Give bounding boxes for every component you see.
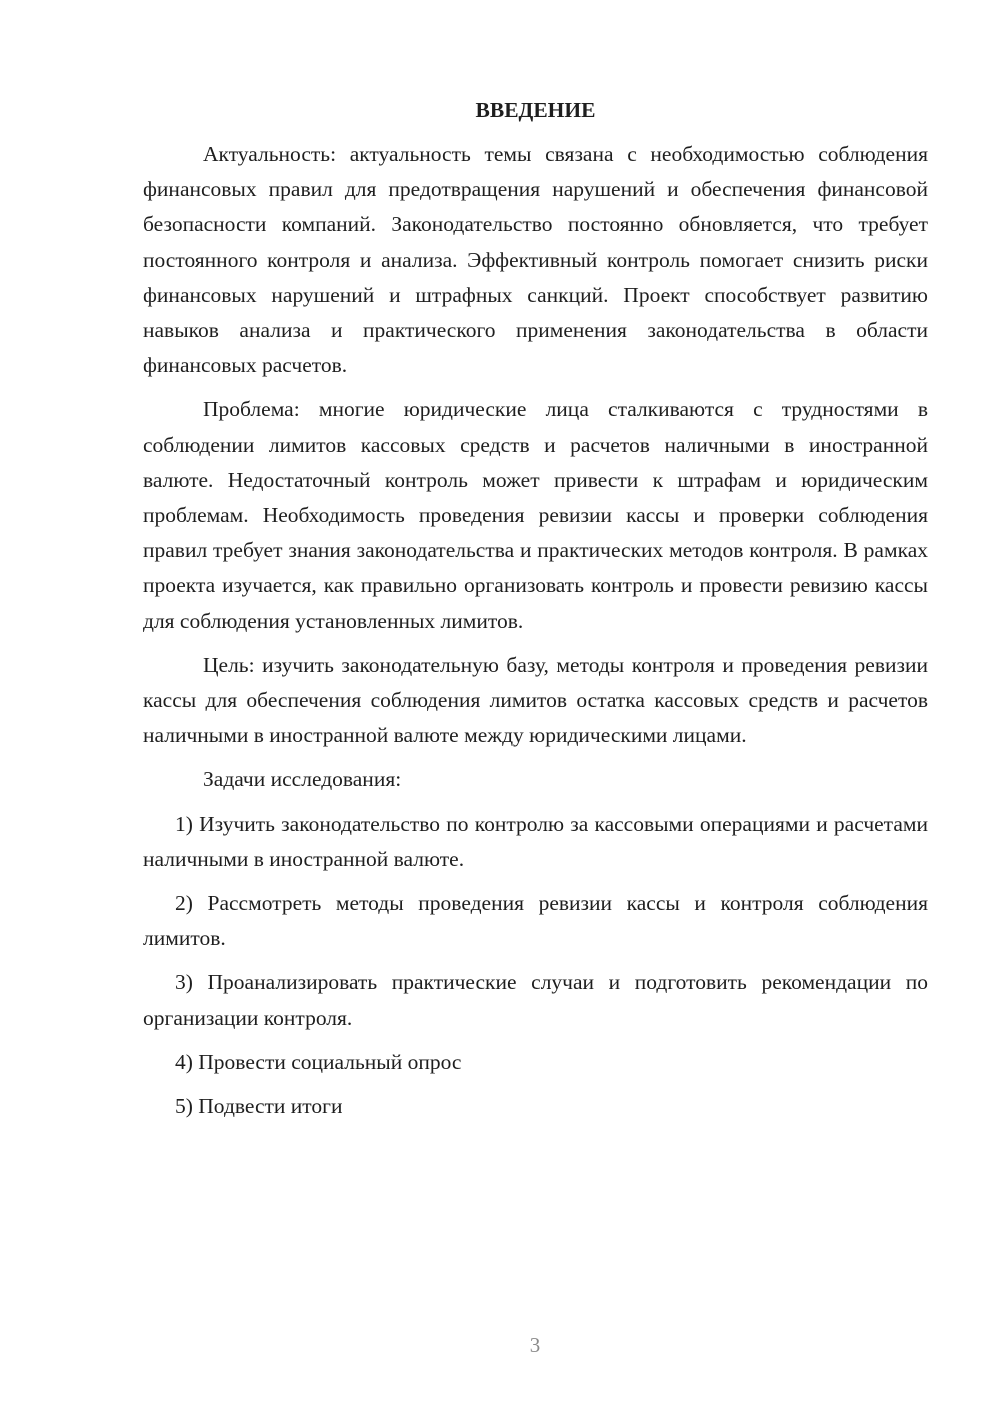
document-page bbox=[143, 92, 928, 1133]
paragraph-goal: Цель: изучить законодательную базу, методы контроля и проведения ревизии кассы для обеспечения соблюдения лимитов остатка кассовых средств и расчетов наличными в иностранной валюте между юридическими лицами. bbox=[143, 652, 928, 748]
tasks-heading: Задачи исследования: bbox=[203, 767, 402, 792]
task-item-1: 1) Изучить законодательство по контролю за кассовыми операциями и расчетами наличными в иностранной валюте. bbox=[143, 811, 928, 871]
task-item-3: 3) Проанализировать практические случаи и подготовить рекомендации по организации контроля. bbox=[143, 970, 928, 1030]
task-item-4: 4) Провести социальный опрос bbox=[175, 1049, 462, 1074]
document-title: ВВЕДЕНИЕ bbox=[475, 98, 596, 122]
paragraph-problem: Проблема: многие юридические лица сталкиваются с трудностями в соблюдении лимитов кассовых средств и расчетов наличными в иностранной валюте. Недостаточный контроль может привести к штрафам и юридическим проблемам. Необходимость проведения ревизии кассы и проверки соблюдения правил требует знания законодательства и практических методов контроля. В рамках проекта изучается, как правильно организовать контроль и провести ревизию кассы для соблюдения установленных лимитов. bbox=[143, 397, 928, 633]
task-item-2: 2) Рассмотреть методы проведения ревизии кассы и контроля соблюдения лимитов. bbox=[143, 891, 928, 951]
task-item-5: 5) Подвести итоги bbox=[175, 1094, 343, 1119]
paragraph-relevance: Актуальность: актуальность темы связана с необходимостью соблюдения финансовых правил для предотвращения нарушений и обеспечения финансовой безопасности компаний. Законодательство постоянно обновляется, что требует постоянного контроля и анализа. Эффективный контроль помогает снизить риски финансовых нарушений и штрафных санкций. Проект способствует развитию навыков анализа и практического применения законодательства в области финансовых расчетов. bbox=[143, 142, 928, 378]
page-number: 3 bbox=[529, 1333, 541, 1357]
